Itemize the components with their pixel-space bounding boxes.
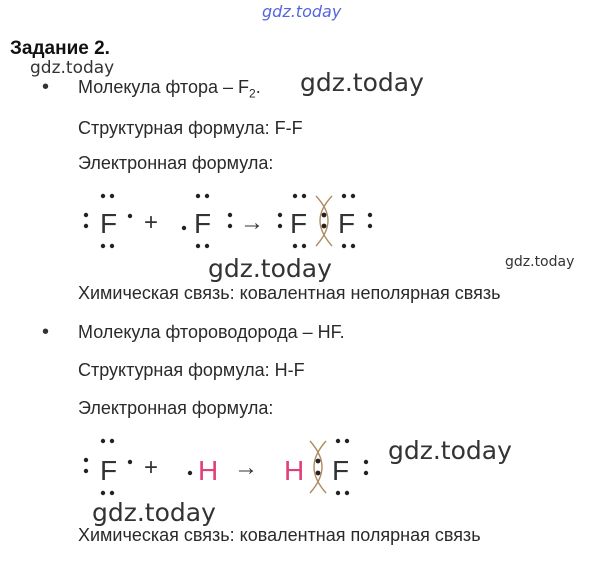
item1-electronic-label: Электронная формула: [78,153,274,173]
watermark-bottom: gdz.today [92,498,216,527]
item1-bond: Химическая связь: ковалентная неполярная связь [78,283,501,303]
item2-structural: Структурная формула: H-F [78,360,305,380]
item1-plus: + [144,209,159,236]
item1-f-atom-2 [182,194,232,248]
item2-f-atom [84,439,132,495]
item1-heading [78,77,261,101]
watermark-right: gdz.today [388,436,512,465]
item1-product-right: F [338,208,356,239]
item2-product-left: H [284,455,305,486]
item2-atom1: F [100,455,118,486]
item1-product-left: F [290,208,308,239]
item1-subscript: 2 [249,86,256,101]
item1-suffix: . [255,77,261,97]
item2-atom2: H [198,455,219,486]
item1-f-atom [84,194,132,248]
watermark-right-small: gdz.today [505,254,575,270]
watermark-mid: gdz.today [208,254,332,283]
item2-electronic-label: Электронная формула: [78,398,274,418]
bullet-2: • [42,321,50,343]
item2-product [284,439,368,495]
item1-atom1: F [100,208,118,239]
item1-structural: Структурная формула: F-F [78,118,303,138]
item1-heading-text: Молекула фтора – F [78,77,250,97]
item1-product [278,194,372,248]
item1-electron-diagram [70,188,400,250]
item2-bond: Химическая связь: ковалентная полярная связь [78,525,481,545]
item2-arrow: → [234,454,258,481]
watermark-small: gdz.today [30,58,115,78]
item2-plus: + [144,454,159,481]
task-title: Задание 2. [10,38,110,59]
item2-h-atom [188,455,218,486]
item2-heading: Молекула фтороводорода – HF. [78,322,345,342]
item1-arrow: → [240,209,264,236]
item2-electron-diagram [70,433,390,499]
item2-product-right: F [332,455,350,486]
item1-atom2: F [194,208,212,239]
watermark-inline: gdz.today [300,68,424,97]
bullet-1: • [42,76,50,98]
watermark-top: gdz.today [262,2,342,21]
